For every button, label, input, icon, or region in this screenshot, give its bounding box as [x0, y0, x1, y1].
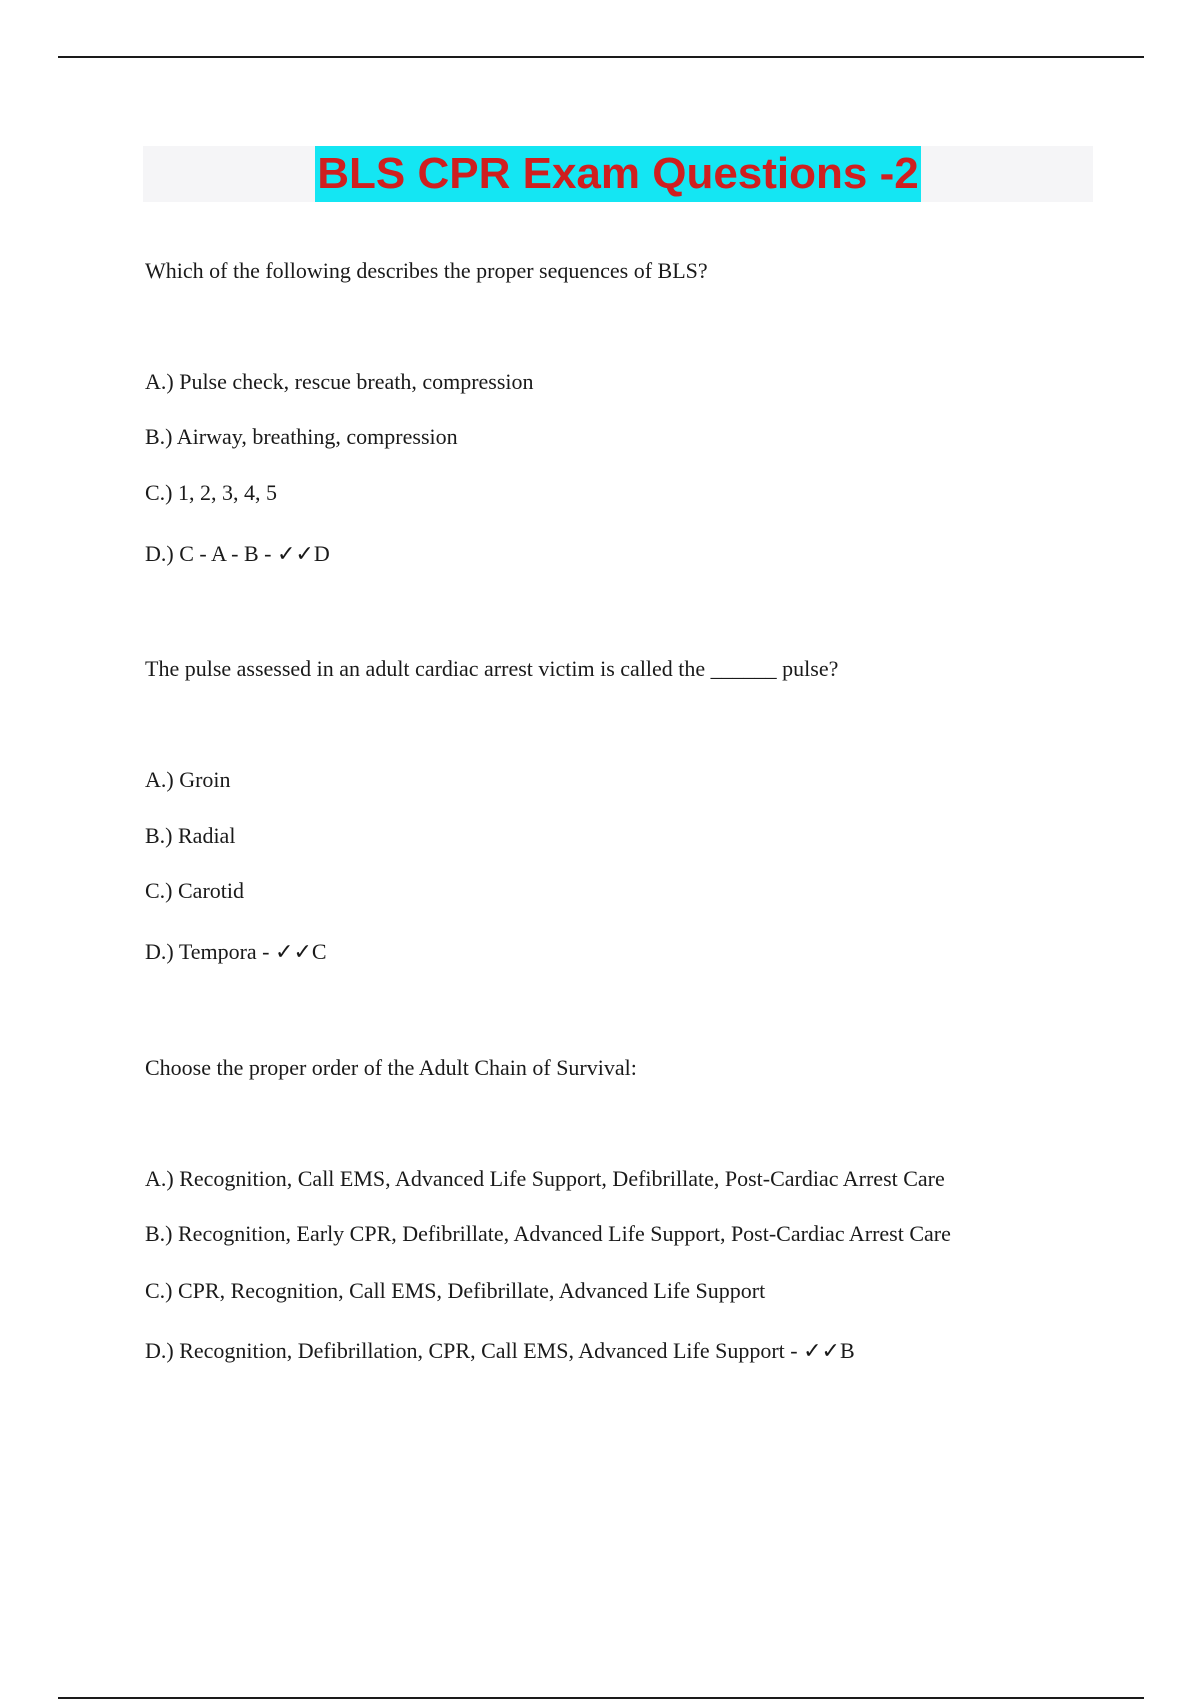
question-2-option-b: B.) Radial	[145, 823, 236, 848]
question-3-option-d	[145, 1337, 855, 1366]
question-3-option-c: C.) CPR, Recognition, Call EMS, Defibrillate, Advanced Life Support	[145, 1278, 766, 1303]
top-rule	[58, 56, 1144, 58]
answer-letter: B	[839, 1338, 855, 1363]
question-1-option-c: C.) 1, 2, 3, 4, 5	[145, 480, 277, 505]
question-2-option-d	[145, 938, 327, 967]
question-1-option-b: B.) Airway, breathing, compression	[145, 424, 458, 449]
question-1-option-d	[145, 540, 330, 569]
checkmark-icon: ✓✓	[803, 1339, 840, 1364]
checkmark-icon: ✓✓	[277, 542, 314, 567]
option-d-label: D.) Recognition, Defibrillation, CPR, Call EMS, Advanced Life Support -	[145, 1338, 804, 1363]
question-1-text: Which of the following describes the proper sequences of BLS?	[145, 258, 708, 283]
checkmark-icon: ✓✓	[275, 940, 312, 965]
question-2-text: The pulse assessed in an adult cardiac arrest victim is called the ______ pulse?	[145, 656, 839, 681]
title-band	[143, 146, 1093, 202]
question-3-option-b: B.) Recognition, Early CPR, Defibrillate, Advanced Life Support, Post-Cardiac Arrest Care	[145, 1221, 951, 1246]
question-1-option-a: A.) Pulse check, rescue breath, compression	[145, 369, 534, 394]
question-2-option-a: A.) Groin	[145, 767, 231, 792]
bottom-rule	[58, 1697, 1144, 1699]
option-d-label: D.) Tempora -	[145, 939, 276, 964]
answer-letter: D	[313, 541, 330, 566]
question-3-option-a: A.) Recognition, Call EMS, Advanced Life Support, Defibrillate, Post-Cardiac Arrest Care	[145, 1166, 945, 1191]
page-title: BLS CPR Exam Questions -2	[315, 146, 920, 202]
question-2-option-c: C.) Carotid	[145, 878, 244, 903]
question-3-text: Choose the proper order of the Adult Chain of Survival:	[145, 1055, 637, 1080]
option-d-label: D.) C - A - B -	[145, 541, 277, 566]
answer-letter: C	[311, 939, 327, 964]
